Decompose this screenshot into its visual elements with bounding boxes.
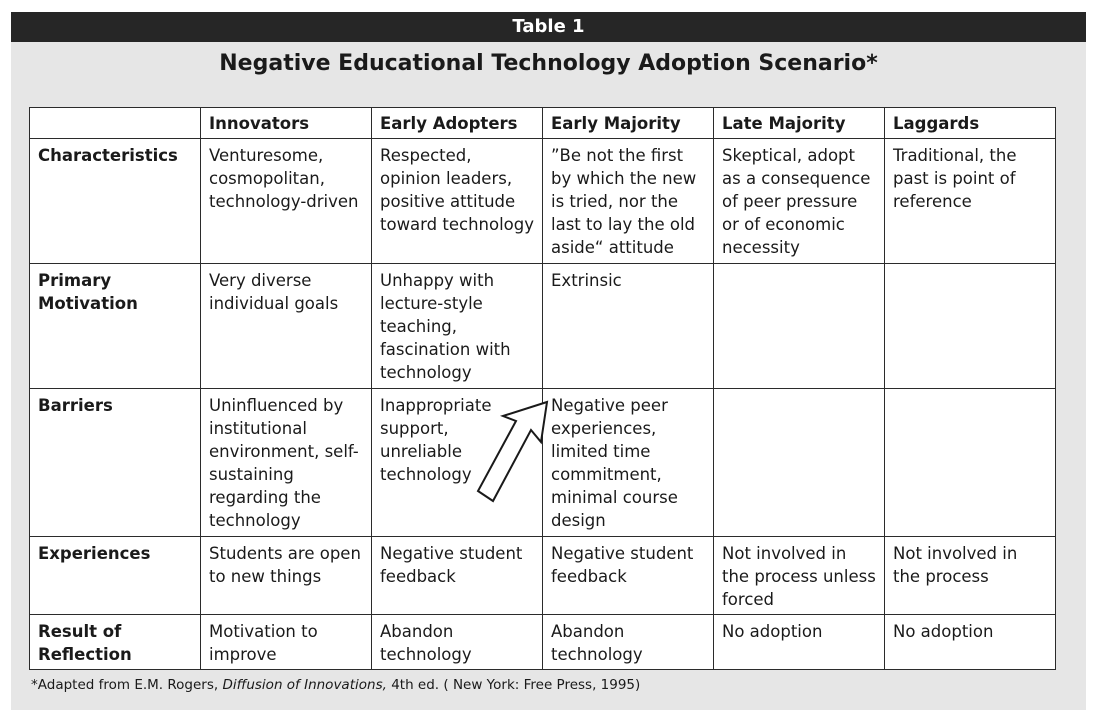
cell: Not involved in the process [885, 537, 1056, 615]
table-row [30, 537, 1056, 615]
row-label-experiences: Experiences [30, 537, 201, 615]
cell [714, 389, 885, 537]
cell: Abandon technology [372, 615, 543, 670]
row-label-result-of-reflection: Result of Reflection [30, 615, 201, 670]
corner-cell [30, 108, 201, 139]
table-panel [11, 12, 1086, 710]
cell: ”Be not the first by which the new is tried, nor the last to lay the old aside“ attitude [543, 139, 714, 264]
cell: No adoption [885, 615, 1056, 670]
header-late-majority: Late Majority [714, 108, 885, 139]
cell [714, 264, 885, 389]
cell: Negative student feedback [372, 537, 543, 615]
table-row [30, 264, 1056, 389]
footnote-prefix: *Adapted from E.M. Rogers, [31, 677, 223, 693]
cell: Very diverse individual goals [201, 264, 372, 389]
table-title: Negative Educational Technology Adoption Scenario* [219, 51, 878, 76]
cell: Inappropriate support, unreliable technology [372, 389, 543, 537]
cell: Abandon technology [543, 615, 714, 670]
cell: Unhappy with lecture-style teaching, fascination with technology [372, 264, 543, 389]
footnote-book-title: Diffusion of Innovations, [222, 677, 387, 693]
cell [885, 264, 1056, 389]
footnote-suffix: 4th ed. ( New York: Free Press, 1995) [386, 677, 641, 693]
row-label-characteristics: Characteristics [30, 139, 201, 264]
cell: Not involved in the process unless forced [714, 537, 885, 615]
arrow-icon [475, 397, 555, 507]
cell: Extrinsic [543, 264, 714, 389]
cell: Negative student feedback [543, 537, 714, 615]
cell: Negative peer experiences, limited time commitment, minimal course design [543, 389, 714, 537]
cell: Respected, opinion leaders, positive attitude toward technology [372, 139, 543, 264]
header-early-adopters: Early Adopters [372, 108, 543, 139]
header-row [30, 108, 1056, 139]
row-label-barriers: Barriers [30, 389, 201, 537]
source-footnote [31, 676, 640, 694]
row-label-primary-motivation: Primary Motivation [30, 264, 201, 389]
table-row [30, 139, 1056, 264]
cell: Uninfluenced by institutional environment, self-sustaining regarding the technology [201, 389, 372, 537]
cell: Motivation to improve [201, 615, 372, 670]
header-laggards: Laggards [885, 108, 1056, 139]
cell: No adoption [714, 615, 885, 670]
table-number-banner: Table 1 [11, 12, 1086, 42]
cell: Skeptical, adopt as a consequence of peer pressure or of economic necessity [714, 139, 885, 264]
cell: Students are open to new things [201, 537, 372, 615]
cell: Venturesome, cosmopolitan, technology-driven [201, 139, 372, 264]
adoption-table [29, 107, 1056, 670]
header-early-majority: Early Majority [543, 108, 714, 139]
header-innovators: Innovators [201, 108, 372, 139]
cell: Traditional, the past is point of reference [885, 139, 1056, 264]
cell [885, 389, 1056, 537]
table-row [30, 615, 1056, 670]
